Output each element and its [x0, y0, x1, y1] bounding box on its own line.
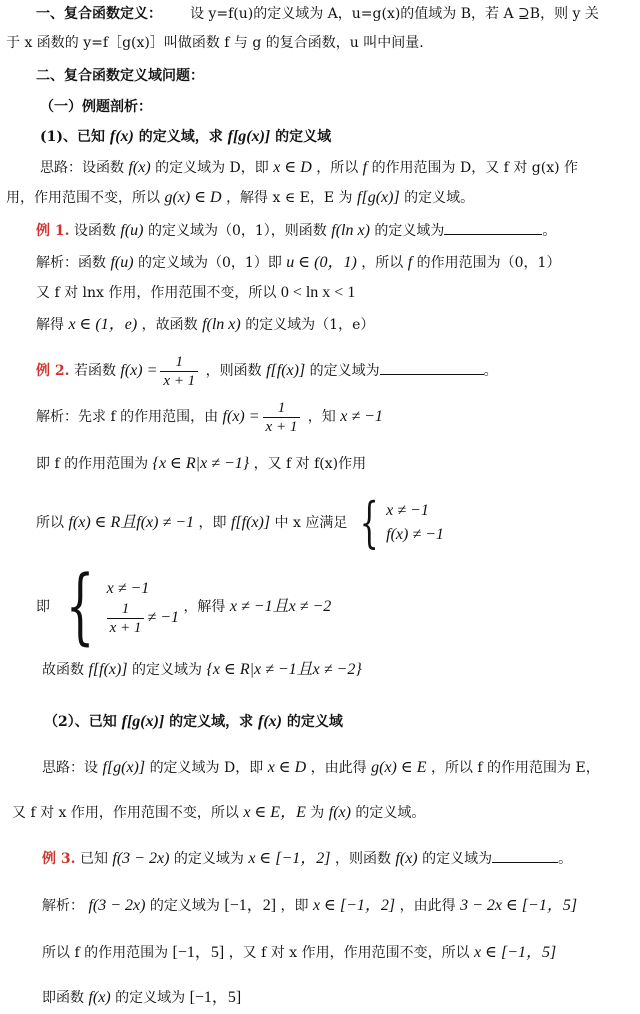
left-brace: { [66, 559, 95, 654]
text: 的定义域为（0，1）即 [138, 255, 282, 271]
text: 的定义域为 [374, 223, 445, 239]
definition-line-2 [6, 33, 640, 53]
example-3 [42, 848, 640, 869]
text: 的定义域为 [422, 851, 493, 867]
example-2-solution-1 [36, 398, 640, 436]
case-1-c: 的定义域 [275, 129, 332, 145]
section-heading-2 [36, 66, 640, 86]
formula: f[f(x)] [88, 661, 128, 678]
formula: 3 − 2x ∈ [−1，5] [460, 897, 578, 914]
formula: f(x) [395, 850, 418, 867]
formula: f[f(x)] [230, 514, 271, 531]
text: 为 [310, 805, 325, 821]
text: ，解得 x ∈ E，E 为 [226, 190, 353, 206]
case-1-a: (1)、已知 [40, 129, 105, 145]
subsection-heading-examples [40, 97, 640, 117]
fraction [107, 600, 145, 637]
case-2-idea-line-2 [12, 803, 640, 823]
formula: 0 < ln x < 1 [280, 284, 356, 301]
text: 若函数 [73, 363, 116, 379]
formula: f(3 − 2x) [112, 850, 170, 867]
text: 的定义域。 [355, 805, 426, 821]
example-2-label: 例 2. [36, 363, 70, 379]
case-1-heading [40, 127, 640, 147]
example-2-solution-2 [36, 454, 640, 474]
formula: f(x) ∈ R且f(x) ≠ −1 [68, 514, 195, 531]
fraction [160, 353, 198, 390]
text: 用，作用范围不变，所以 [6, 190, 160, 206]
formula: x ∈ (1，e) [68, 316, 138, 333]
numerator: 1 [121, 600, 130, 617]
answer-blank [492, 848, 558, 863]
condition-1: x ≠ −1 [106, 579, 150, 597]
text: 的定义域为 [149, 898, 220, 914]
formula: x ∈ E，E [243, 804, 306, 821]
formula: f(x) [258, 713, 282, 730]
formula: u ∈ (0，1) [286, 254, 357, 271]
definition-line-1 [36, 4, 640, 24]
case-1-idea-line-2 [6, 188, 640, 208]
text: 的定义域为 [115, 990, 186, 1006]
example-2 [36, 352, 640, 390]
text: 思路：设 [42, 760, 98, 776]
subsection-heading-text: （一）例题剖析： [40, 99, 152, 115]
text: 设函数 [73, 223, 116, 239]
text: 已知 [79, 851, 108, 867]
example-1-solution-3 [36, 315, 640, 335]
answer-blank [380, 360, 484, 375]
left-brace: { [359, 491, 379, 554]
section-heading-1: 一、复合函数定义： [36, 6, 162, 22]
formula: f(u) [120, 222, 144, 239]
example-1 [36, 220, 640, 241]
condition-1: x ≠ −1 [386, 502, 429, 519]
formula: [−1，2] [224, 897, 277, 914]
text: 的作用范围为（0，1） [416, 255, 561, 271]
equation-system [54, 559, 179, 654]
formula: f(u) [110, 254, 134, 271]
text: 的作用范围为 D，又 f 对 g(x) 作 [371, 160, 579, 176]
formula: [−1，5] [189, 989, 242, 1006]
formula: f [407, 254, 413, 271]
example-1-solution-1 [36, 253, 640, 273]
text: ，即 [198, 515, 227, 531]
text: 的定义域为 D，即 [155, 160, 269, 176]
text: 即函数 [42, 990, 84, 1006]
formula: f[g(x)] [227, 128, 271, 145]
example-2-solution-4 [36, 559, 640, 654]
example-2-solution-3 [36, 491, 640, 554]
text: 解得 [36, 317, 64, 333]
numerator: 1 [175, 353, 184, 370]
text: 所以 f 的作用范围为 [42, 945, 169, 961]
text: ，又 f 对 f(x)作用 [253, 456, 367, 472]
case-1-idea-line-1 [40, 158, 640, 178]
text: 故函数 [42, 662, 84, 678]
numerator: 1 [277, 399, 286, 416]
formula: g(x) ∈ E [371, 759, 427, 776]
formula: f(x) [109, 128, 134, 145]
formula: f(x) = [222, 408, 260, 425]
text: ，所以 [361, 255, 404, 271]
denominator: x + 1 [107, 618, 145, 637]
case-1-b: 的定义域，求 [138, 129, 223, 145]
example-3-solution-3 [42, 988, 640, 1008]
formula: f(x) [128, 159, 151, 176]
example-3-solution-1 [42, 896, 640, 916]
answer-blank [444, 220, 542, 235]
fraction [263, 399, 301, 436]
text: 的定义域为（1，e） [245, 317, 375, 333]
text: 又 f 对 x 作用，作用范围不变，所以 [12, 805, 239, 821]
text: 思路：设函数 [40, 160, 124, 176]
text: 中 x 应满足 [274, 515, 348, 531]
condition-2: f(x) ≠ −1 [386, 526, 444, 543]
formula: x ∈ [−1，5] [474, 944, 557, 961]
denominator: x + 1 [160, 371, 198, 390]
text: 的定义域 [286, 714, 343, 730]
formula: f(x) = [120, 362, 158, 379]
formula: f(3 − 2x) [88, 897, 146, 914]
formula: f[g(x)] [102, 759, 146, 776]
formula: f(x) [328, 804, 351, 821]
definition-text-cont: 于 x 函数的 y=f［g(x)］叫做函数 f 与 g 的复合函数，u 叫中间量. [6, 35, 424, 51]
formula: [−1，5] [172, 944, 225, 961]
formula: g(x) ∈ D [164, 189, 222, 206]
formula: x ∈ [−1，2] [248, 850, 331, 867]
text: ，知 [307, 409, 336, 425]
equation-system [352, 491, 444, 554]
text: 。 [483, 363, 498, 379]
formula: f(ln x) [331, 222, 370, 239]
text: ，则函数 [205, 363, 262, 379]
text: 即 f 的作用范围为 [36, 456, 149, 472]
example-3-label: 例 3. [42, 851, 76, 867]
text: 解析：先求 f 的作用范围，由 [36, 409, 219, 425]
text: ，所以 f 的作用范围为 E， [430, 760, 600, 776]
text: 解析： [42, 898, 84, 914]
formula: f[g(x)] [121, 713, 165, 730]
text: ，又 f 对 x 作用，作用范围不变，所以 [228, 945, 470, 961]
formula: f[f(x)] [266, 362, 306, 379]
formula: {x ∈ R|x ≠ −1} [152, 455, 250, 472]
formula: f [362, 159, 368, 176]
text: ，所以 [316, 160, 359, 176]
text: ，即 [280, 898, 309, 914]
text: 的定义域为 [132, 662, 203, 678]
text: （2）、已知 [44, 714, 117, 730]
text: 解析：函数 [36, 255, 106, 271]
text: ，由此得 [399, 898, 456, 914]
case-2-heading [44, 712, 640, 732]
text: 又 f 对 lnx 作用，作用范围不变，所以 [36, 285, 277, 301]
text: ，故函数 [141, 317, 198, 333]
formula: x ∈ D [267, 759, 307, 776]
definition-text: 设 y=f(u)的定义域为 A，u=g(x)的值域为 B，若 A ⊇B，则 y 关 [190, 6, 599, 22]
denominator: x + 1 [263, 417, 301, 436]
example-3-solution-2 [42, 943, 640, 963]
text: 的定义域为 [173, 851, 244, 867]
formula: x ∈ [−1，2] [312, 897, 396, 914]
text: 的定义域为 D，即 [149, 760, 264, 776]
condition-2: ≠ −1 [147, 609, 179, 626]
formula: x ∈ D [273, 159, 312, 176]
formula: f(x) [88, 989, 111, 1006]
text: ，由此得 [310, 760, 367, 776]
example-1-label: 例 1. [36, 223, 70, 239]
text: 。 [558, 851, 573, 867]
example-2-solution-5 [42, 660, 640, 680]
text: ，则函数 [334, 851, 391, 867]
text: 即 [36, 599, 50, 615]
case-2-idea-line-1 [42, 758, 640, 778]
text: 的定义域。 [404, 190, 475, 206]
formula: x ≠ −1 [340, 408, 383, 425]
text: 的定义域，求 [169, 714, 254, 730]
example-1-solution-2 [36, 283, 640, 303]
formula: {x ∈ R|x ≠ −1且x ≠ −2} [206, 661, 362, 678]
formula: f[g(x)] [357, 189, 400, 206]
section-heading-2-text: 二、复合函数定义域问题： [36, 68, 204, 84]
text: 。 [542, 223, 557, 239]
text: ，解得 [183, 599, 226, 615]
text: 所以 [36, 515, 64, 531]
text: 的定义域为 [309, 363, 380, 379]
formula: x ≠ −1且x ≠ −2 [229, 598, 332, 615]
text: 的定义域为（0，1），则函数 [147, 223, 327, 239]
formula: f(ln x) [202, 316, 241, 333]
